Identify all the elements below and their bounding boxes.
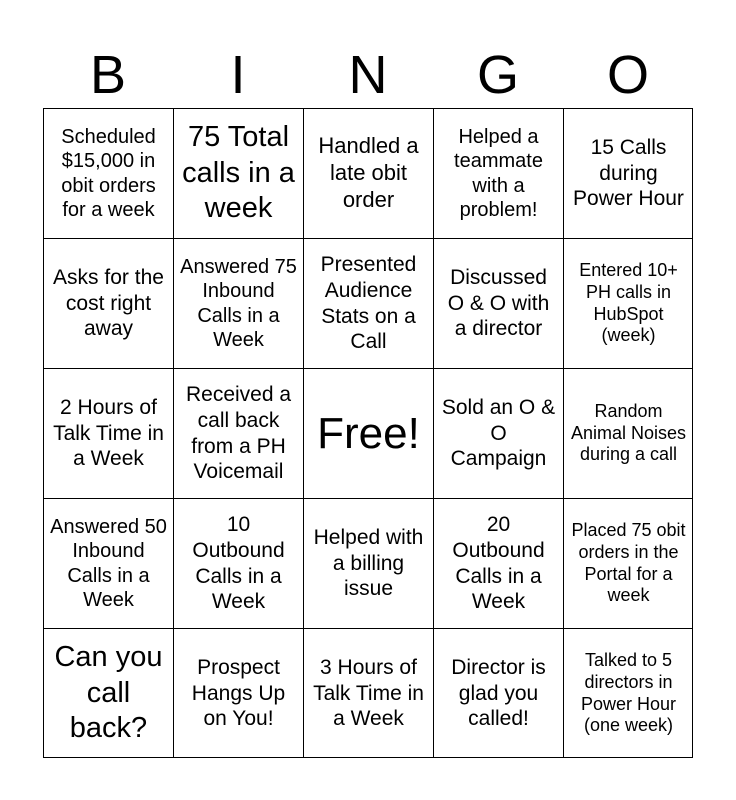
bingo-cell-r2c4[interactable]: [433, 238, 563, 368]
bingo-cell-r5c1[interactable]: [43, 628, 173, 758]
bingo-cell-r2c3[interactable]: [303, 238, 433, 368]
bingo-cell-r3c1[interactable]: [43, 368, 173, 498]
bingo-cell-r4c2[interactable]: [173, 498, 303, 628]
bingo-cell-r4c1[interactable]: [43, 498, 173, 628]
bingo-cell-r3c5[interactable]: [563, 368, 693, 498]
cell-text: Helped with a billing issue: [313, 526, 424, 601]
bingo-cell-r5c5[interactable]: [563, 628, 693, 758]
bingo-header: [43, 42, 693, 108]
cell-text: Prospect Hangs Up on You!: [191, 656, 286, 731]
cell-text: 2 Hours of Talk Time in a Week: [53, 396, 164, 471]
cell-text: 15 Calls during Power Hour: [573, 136, 684, 211]
bingo-cell-r1c5[interactable]: [563, 108, 693, 238]
cell-text: Discussed O & O with a director: [447, 266, 550, 341]
cell-text: Answered 75 Inbound Calls in a Week: [180, 255, 297, 351]
cell-text: Can you call back?: [54, 641, 163, 745]
bingo-cell-r1c3[interactable]: [303, 108, 433, 238]
bingo-cell-r1c2[interactable]: [173, 108, 303, 238]
cell-text: Placed 75 obit orders in the Portal for a week: [571, 519, 686, 606]
cell-text: Presented Audience Stats on a Call: [320, 253, 417, 354]
cell-text: Entered 10+ PH calls in HubSpot (week): [579, 259, 678, 346]
cell-text: Helped a teammate with a problem!: [454, 125, 543, 221]
bingo-cell-r4c3[interactable]: [303, 498, 433, 628]
cell-text: Handled a late obit order: [318, 133, 419, 212]
bingo-cell-r2c1[interactable]: [43, 238, 173, 368]
bingo-cell-r5c4[interactable]: [433, 628, 563, 758]
bingo-cell-r2c5[interactable]: [563, 238, 693, 368]
bingo-cell-r2c2[interactable]: [173, 238, 303, 368]
bingo-cell-r4c4[interactable]: [433, 498, 563, 628]
cell-text: Asks for the cost right away: [53, 266, 164, 341]
header-letter-o: O: [606, 45, 649, 105]
bingo-cell-r5c2[interactable]: [173, 628, 303, 758]
bingo-cell-r4c5[interactable]: [563, 498, 693, 628]
header-letter-i: I: [230, 45, 246, 105]
header-letter-b: B: [89, 45, 127, 105]
cell-text: Sold an O & O Campaign: [441, 396, 556, 471]
header-letter-g: G: [476, 45, 519, 105]
cell-text: Random Animal Noises during a call: [570, 400, 687, 465]
cell-text: Answered 50 Inbound Calls in a Week: [50, 515, 167, 611]
bingo-board: [43, 108, 693, 758]
bingo-cell-r3c2[interactable]: [173, 368, 303, 498]
cell-text: 20 Outbound Calls in a Week: [452, 513, 545, 614]
bingo-cell-r3c4[interactable]: [433, 368, 563, 498]
cell-text: Director is glad you called!: [451, 656, 546, 731]
bingo-cell-r1c4[interactable]: [433, 108, 563, 238]
cell-text: Received a call back from a PH Voicemail: [185, 383, 292, 484]
cell-text: Scheduled $15,000 in obit orders for a week: [61, 125, 156, 221]
free-space-text: Free!: [317, 408, 420, 458]
cell-text: 10 Outbound Calls in a Week: [192, 513, 285, 614]
header-letter-n: N: [348, 45, 388, 105]
bingo-cell-free[interactable]: [303, 368, 433, 498]
cell-text: 75 Total calls in a week: [182, 121, 295, 225]
cell-text: 3 Hours of Talk Time in a Week: [313, 656, 424, 731]
cell-text: Talked to 5 directors in Power Hour (one week): [580, 649, 677, 736]
bingo-cell-r1c1[interactable]: [43, 108, 173, 238]
bingo-cell-r5c3[interactable]: [303, 628, 433, 758]
